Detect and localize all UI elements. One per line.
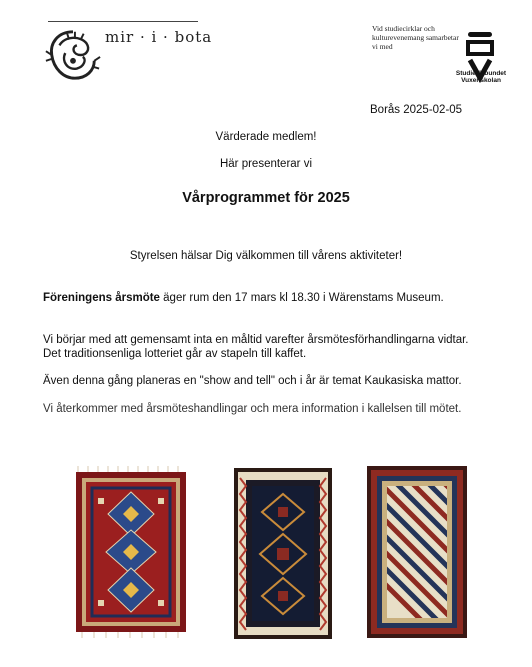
partner-note: Vid studiecirklar och kulturevenemang samarbetar vi med — [372, 24, 459, 51]
followup-paragraph: Vi återkommer med årsmöteshandlingar och mera information i kallelsen till mötet. — [43, 403, 462, 415]
partner-name-line2: Vuxenskolan — [461, 77, 501, 84]
meeting-heading: Föreningens årsmöte — [43, 292, 160, 304]
rug-image-diagonal-stripes — [367, 466, 467, 638]
letter-date: Borås 2025-02-05 — [370, 104, 463, 116]
program-line-2: Det traditionsenliga lotteriet går av stapeln till kaffet. — [43, 348, 307, 360]
greeting: Värderade medlem! — [215, 131, 317, 143]
partner-name-line1: Studieförbundet — [455, 70, 507, 77]
rug-image-red-medallion — [74, 466, 188, 638]
dragon-logo-icon — [44, 26, 102, 84]
theme-paragraph: Även denna gång planeras en "show and tell" och i år är temat Kaukasiska mattor. — [43, 375, 462, 387]
meeting-paragraph — [43, 291, 503, 305]
program-line-1: Vi börjar med att gemensamt inta en måltid varefter årsmötesförhandlingarna vidtar. — [43, 334, 469, 346]
partner-name — [446, 70, 516, 84]
brand-name: mir · i · bota — [105, 28, 213, 46]
meeting-details: äger rum den 17 mars kl 18.30 i Wärenstams Museum. — [159, 292, 444, 304]
intro-line: Här presenterar vi — [219, 158, 313, 170]
welcome-line: Styrelsen hälsar Dig välkommen till vårens aktiviteter! — [129, 250, 403, 262]
program-paragraph — [43, 333, 503, 361]
page-title: Vårprogrammet för 2025 — [182, 190, 350, 206]
logo-rule — [48, 21, 198, 22]
rug-image-dark-blue — [234, 468, 332, 639]
